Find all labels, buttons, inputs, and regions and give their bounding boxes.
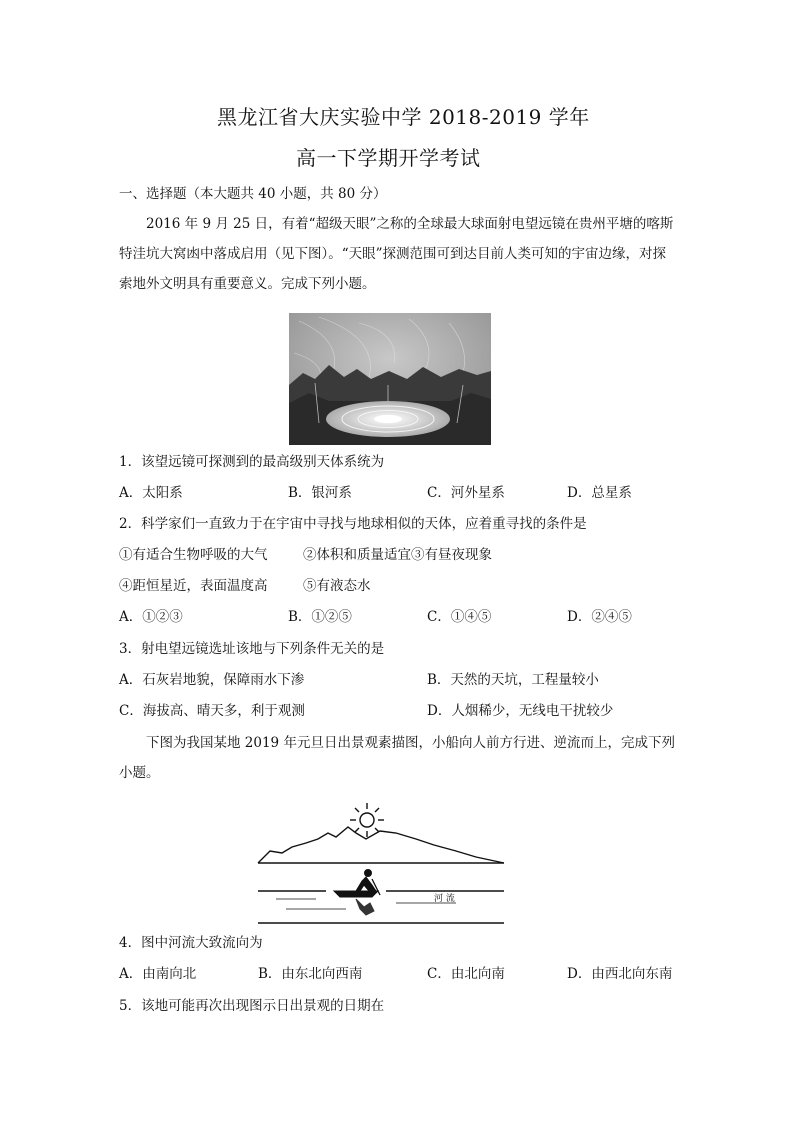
question-2-option-a: A．①②③ xyxy=(119,609,183,625)
title-line-2: 高一下学期开学考试 xyxy=(296,146,481,170)
question-2-condition-4: ④距恒星近，表面温度高 xyxy=(119,578,268,594)
river-label: 河 流 xyxy=(434,894,455,904)
question-5-stem: 5．该地可能再次出现图示日出景观的日期在 xyxy=(119,998,385,1014)
sunrise-sketch xyxy=(256,799,506,927)
question-2-condition-5: ⑤有液态水 xyxy=(303,578,371,594)
question-1-option-d: D．总星系 xyxy=(567,485,632,501)
question-2-condition-2: ②体积和质量适宜③有昼夜现象 xyxy=(303,547,492,563)
question-4-option-a: A．由南向北 xyxy=(119,966,197,982)
section-header: 一、选择题（本大题共 40 小题，共 80 分） xyxy=(119,186,387,202)
question-1-option-a: A．太阳系 xyxy=(119,485,183,501)
question-2-option-b: B．①②⑤ xyxy=(288,609,352,625)
question-3-option-a: A．石灰岩地貌，保障雨水下渗 xyxy=(119,672,305,688)
question-3-stem: 3．射电望远镜选址该地与下列条件无关的是 xyxy=(119,641,385,657)
question-2-option-d: D．②④⑤ xyxy=(567,609,632,625)
question-2-condition-1: ①有适合生物呼吸的大气 xyxy=(119,547,268,563)
question-3-option-c: C．海拔高、晴天多，利于观测 xyxy=(119,703,305,719)
question-1-option-b: B．银河系 xyxy=(288,485,352,501)
question-4-stem: 4．图中河流大致流向为 xyxy=(119,935,263,951)
title-line-1: 黑龙江省大庆实验中学 2018-2019 学年 xyxy=(217,105,590,129)
question-3-option-d: D．人烟稀少，无线电干扰较少 xyxy=(427,703,614,719)
question-1-stem: 1．该望远镜可探测到的最高级别天体系统为 xyxy=(119,454,385,470)
question-4-option-c: C．由北向南 xyxy=(427,966,505,982)
question-2-option-c: C．①④⑤ xyxy=(427,609,492,625)
question-1-option-c: C．河外星系 xyxy=(427,485,505,501)
passage-1-text: 2016 年 9 月 25 日，有着“超级天眼”之称的全球最大球面射电望远镜在贵州平塘的喀斯特洼坑大窝凼中落成启用（见下图）。“天眼”探测范围可到达目前人类可知的宇宙边缘，对探索地外文明具有重要意义。完成下列小题。 xyxy=(119,216,674,292)
question-4-option-d: D．由西北向东南 xyxy=(567,966,673,982)
passage-2-text: 下图为我国某地 2019 年元旦日出景观素描图，小船向人前方行进、逆流而上，完成下列小题。 xyxy=(119,735,675,781)
question-3-option-b: B．天然的天坑，工程量较小 xyxy=(427,672,599,688)
fast-telescope-photo xyxy=(289,313,491,445)
question-2-stem: 2．科学家们一直致力于在宇宙中寻找与地球相似的天体，应着重寻找的条件是 xyxy=(119,516,587,532)
passage-1 xyxy=(119,209,679,299)
passage-2 xyxy=(119,728,679,788)
question-4-option-b: B．由东北向西南 xyxy=(258,966,363,982)
